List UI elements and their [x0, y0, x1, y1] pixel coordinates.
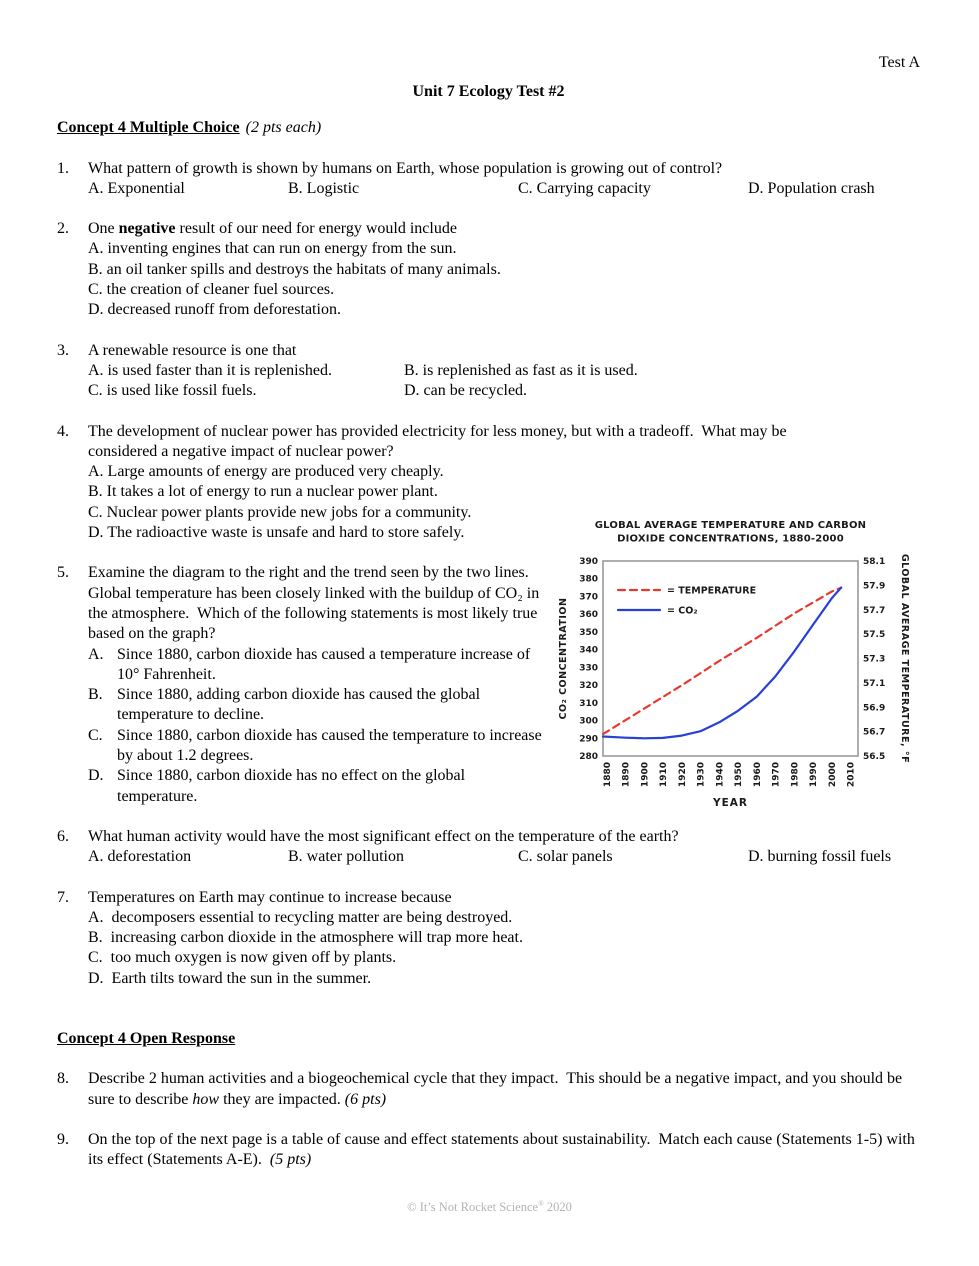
svg-text:1960: 1960 — [752, 762, 763, 788]
svg-text:57.9: 57.9 — [863, 581, 886, 592]
svg-text:1940: 1940 — [715, 762, 726, 788]
or-heading-text: Concept 4 Open Response — [57, 1029, 236, 1047]
question-4-number: 4. — [57, 422, 69, 440]
question-3-option-a: A. is used faster than it is replenished. — [88, 361, 332, 379]
svg-text:CO₂ CONCENTRATION: CO₂ CONCENTRATION — [558, 597, 569, 720]
svg-text:310: 310 — [579, 698, 598, 709]
question-5-option-b: B. Since 1880, adding carbon dioxide has caused the global temperature to decline. — [88, 686, 485, 724]
question-5-option-c: C. Since 1880, carbon dioxide has caused the temperature to increase by about 1.2 degrees. — [88, 726, 546, 765]
mc-section-heading — [57, 118, 920, 138]
mc-points-note: (2 pts each) — [245, 119, 322, 137]
svg-text:56.5: 56.5 — [863, 752, 886, 762]
svg-text:58.1: 58.1 — [863, 557, 886, 567]
svg-text:2000: 2000 — [827, 762, 838, 788]
question-2-option-a: A. inventing engines that can run on energy from the sun. — [88, 240, 457, 258]
svg-text:320: 320 — [579, 681, 598, 692]
question-7 — [57, 888, 920, 989]
question-5-option-a: A. Since 1880, carbon dioxide has caused a temperature increase of 10° Fahrenheit. — [88, 645, 535, 683]
svg-text:340: 340 — [579, 645, 598, 656]
page-title: Unit 7 Ecology Test #2 — [412, 83, 565, 100]
svg-text:390: 390 — [579, 557, 598, 567]
svg-text:57.5: 57.5 — [863, 630, 886, 641]
question-5-option-d: D. Since 1880, carbon dioxide has no effect on the global temperature. — [88, 767, 470, 805]
svg-text:350: 350 — [579, 627, 598, 638]
test-version-label: Test A — [878, 54, 920, 71]
question-1-option-b: B. Logistic — [288, 179, 360, 197]
svg-text:DIOXIDE CONCENTRATIONS, 1880-2: DIOXIDE CONCENTRATIONS, 1880-2000 — [617, 533, 844, 545]
question-4-option-a: A. Large amounts of energy are produced very cheaply. — [88, 463, 444, 481]
chart-svg — [556, 512, 979, 814]
question-1 — [57, 159, 920, 200]
question-8 — [57, 1069, 920, 1110]
question-8-points: (6 pts) — [344, 1090, 387, 1108]
registered-mark: ® — [538, 1199, 544, 1208]
question-6-option-b: B. water pollution — [288, 848, 404, 866]
svg-text:1900: 1900 — [640, 762, 651, 788]
question-9-points: (5 pts) — [269, 1151, 312, 1169]
question-7-option-d: D. Earth tilts toward the sun in the summer. — [88, 969, 372, 987]
question-2-option-b: B. an oil tanker spills and destroys the habitats of many animals. — [88, 260, 501, 278]
question-7-option-b: B. increasing carbon dioxide in the atmosphere will trap more heat. — [88, 929, 523, 947]
svg-text:330: 330 — [579, 663, 598, 674]
question-4-option-d: D. The radioactive waste is unsafe and hard to store safely. — [88, 524, 465, 542]
svg-text:= CO₂: = CO₂ — [667, 605, 698, 617]
question-6 — [57, 827, 920, 868]
svg-text:= TEMPERATURE: = TEMPERATURE — [667, 585, 757, 597]
question-6-text: What human activity would have the most significant effect on the temperature of the earth? — [88, 827, 679, 845]
svg-text:1890: 1890 — [621, 762, 632, 788]
svg-text:360: 360 — [579, 610, 598, 621]
svg-text:1980: 1980 — [790, 762, 801, 788]
question-6-option-a: A. deforestation — [88, 848, 192, 866]
question-4-text: The development of nuclear power has provided electricity for less money, but with a tradeoff. What may be considered a negative impact of nuclear power? — [88, 422, 791, 460]
question-8-number: 8. — [57, 1070, 69, 1088]
question-7-option-a: A. decomposers essential to recycling matter are being destroyed. — [88, 908, 513, 926]
question-2-number: 2. — [57, 220, 69, 238]
question-4-option-b: B. It takes a lot of energy to run a nuclear power plant. — [88, 483, 438, 501]
svg-text:1970: 1970 — [771, 762, 782, 788]
question-2-option-d: D. decreased runoff from deforestation. — [88, 301, 341, 319]
svg-text:2010: 2010 — [846, 762, 857, 788]
svg-text:290: 290 — [579, 734, 598, 745]
svg-text:57.1: 57.1 — [863, 678, 886, 689]
question-3-option-b: B. is replenished as fast as it is used. — [404, 361, 638, 379]
question-2-text: One negative result of our need for energy would include — [88, 220, 457, 238]
question-1-number: 1. — [57, 159, 69, 177]
question-3-option-d: D. can be recycled. — [404, 382, 528, 400]
svg-text:GLOBAL AVERAGE TEMPERATURE AND: GLOBAL AVERAGE TEMPERATURE AND CARBON — [594, 520, 867, 531]
question-1-text: What pattern of growth is shown by humans on Earth, whose population is growing out of control? — [88, 159, 723, 177]
question-1-option-c: C. Carrying capacity — [518, 179, 651, 197]
question-6-option-d: D. burning fossil fuels — [748, 848, 892, 866]
svg-text:1930: 1930 — [696, 762, 707, 788]
svg-text:56.7: 56.7 — [863, 727, 886, 738]
question-3-number: 3. — [57, 341, 69, 359]
question-4-option-c: C. Nuclear power plants provide new jobs for a community. — [88, 503, 472, 521]
svg-text:56.9: 56.9 — [863, 703, 886, 714]
svg-text:1920: 1920 — [677, 762, 688, 788]
svg-text:1950: 1950 — [734, 762, 744, 788]
co2-temperature-chart — [556, 512, 979, 814]
question-5-number: 5. — [57, 564, 69, 582]
question-2-option-c: C. the creation of cleaner fuel sources. — [88, 281, 335, 299]
svg-text:370: 370 — [579, 592, 598, 603]
question-7-text: Temperatures on Earth may continue to increase because — [88, 888, 452, 906]
svg-text:1880: 1880 — [602, 762, 613, 788]
question-6-number: 6. — [57, 827, 69, 845]
svg-text:300: 300 — [579, 716, 598, 727]
svg-text:280: 280 — [579, 752, 598, 762]
question-3-text: A renewable resource is one that — [88, 341, 297, 359]
question-1-option-d: D. Population crash — [748, 179, 875, 197]
copyright-footer: © It’s Not Rocket Science® 2020 — [407, 1199, 572, 1215]
svg-text:57.7: 57.7 — [863, 605, 886, 616]
svg-text:1910: 1910 — [659, 762, 669, 788]
question-3 — [57, 341, 920, 402]
svg-text:1990: 1990 — [809, 762, 819, 788]
question-5-text: Examine the diagram to the right and the trend seen by the two lines. Global temperature has been closely linked with the buildup of CO₂ in the atmosphere. Which of the following statements is most likely true based on the graph? — [88, 564, 544, 643]
question-7-option-c: C. too much oxygen is now given off by plants. — [88, 949, 397, 967]
question-9 — [57, 1130, 920, 1171]
question-1-option-a: A. Exponential — [88, 179, 185, 197]
question-7-number: 7. — [57, 888, 69, 906]
question-6-option-c: C. solar panels — [518, 848, 613, 866]
svg-text:57.3: 57.3 — [863, 654, 886, 665]
svg-text:YEAR: YEAR — [713, 797, 748, 809]
question-9-text: On the top of the next page is a table of cause and effect statements about sustainability. Match each cause (Statements 1-5) with its effect (Statements A-E). (5 pts) — [88, 1130, 919, 1169]
svg-text:380: 380 — [579, 574, 598, 585]
question-2 — [57, 219, 920, 320]
svg-text:GLOBAL AVERAGE TEMPERATURE, °F: GLOBAL AVERAGE TEMPERATURE, °F — [899, 553, 910, 764]
question-9-number: 9. — [57, 1130, 69, 1148]
question-3-option-c: C. is used like fossil fuels. — [88, 382, 257, 400]
or-section-heading — [57, 1029, 920, 1049]
mc-heading-text: Concept 4 Multiple Choice — [57, 119, 240, 137]
question-8-text: Describe 2 human activities and a biogeochemical cycle that they impact. This should be a negative impact, and you should be sure to describe how they are impacted. (6 pts) — [88, 1070, 907, 1108]
